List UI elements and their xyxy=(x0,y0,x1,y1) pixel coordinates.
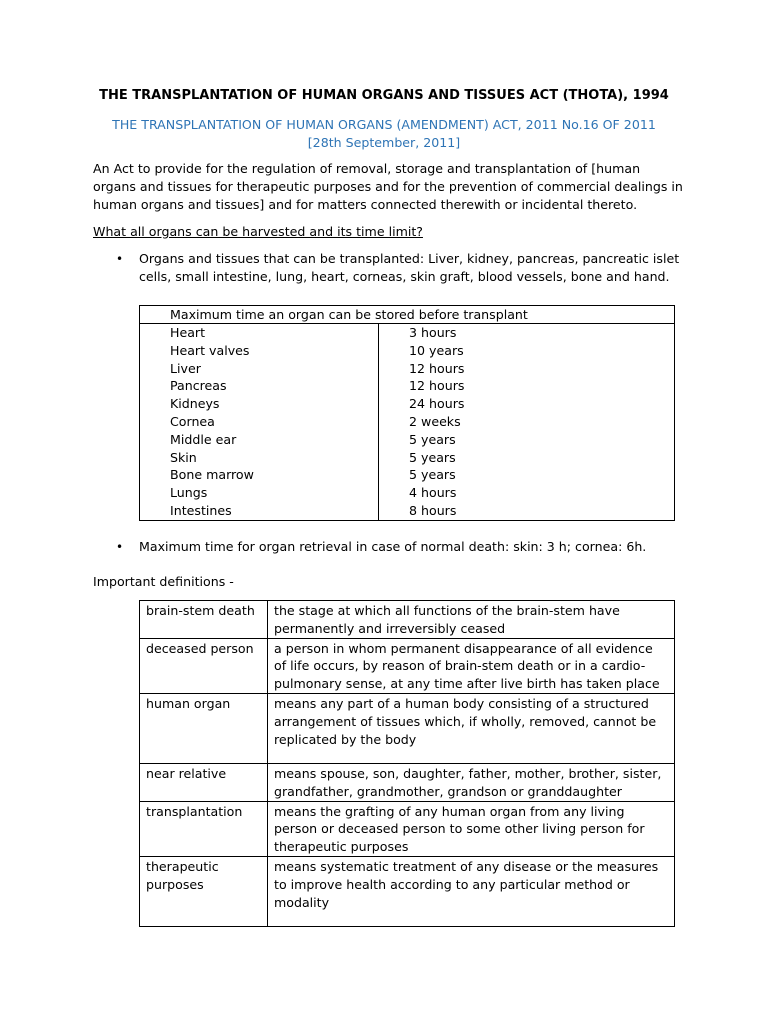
table-row xyxy=(140,801,675,856)
definition-term: therapeutic purposes xyxy=(140,856,268,926)
bullet-icon: • xyxy=(116,540,124,554)
storage-time: 5 years xyxy=(379,449,675,467)
storage-time: 24 hours xyxy=(379,395,675,413)
table-row xyxy=(140,431,675,449)
amendment-title: THE TRANSPLANTATION OF HUMAN ORGANS (AMENDMENT) ACT, 2011 No.16 OF 2011 xyxy=(112,117,656,132)
storage-time: 10 years xyxy=(379,342,675,360)
organ-name: Skin xyxy=(170,449,197,465)
definition-text: means any part of a human body consisting of a structured arrangement of tissues which, if wholly, removed, cannot be replicated by the body xyxy=(268,693,675,763)
storage-time: 8 hours xyxy=(379,502,675,520)
table-row xyxy=(140,449,675,467)
table-row xyxy=(140,360,675,378)
bullet-icon: • xyxy=(116,252,124,266)
organ-name: Heart xyxy=(170,325,206,340)
table-row xyxy=(140,763,675,801)
document-title: THE TRANSPLANTATION OF HUMAN ORGANS AND TISSUES ACT (THOTA), 1994 xyxy=(99,88,669,103)
definition-text: means spouse, son, daughter, father, mother, brother, sister, grandfather, grandmother, grandson or granddaughter xyxy=(268,763,675,801)
storage-table-header: Maximum time an organ can be stored before transplant xyxy=(140,306,675,324)
amendment-date: [28th September, 2011] xyxy=(307,135,461,150)
storage-time-table xyxy=(139,305,675,521)
organ-name: Bone marrow xyxy=(170,467,254,483)
definition-term: deceased person xyxy=(140,638,268,693)
definition-text: means the grafting of any human organ from any living person or deceased person to some other living person for therapeutic purposes xyxy=(268,801,675,856)
organs-question-heading: What all organs can be harvested and its time limit? xyxy=(93,224,423,239)
table-row xyxy=(140,377,675,395)
table-row xyxy=(140,638,675,693)
storage-time: 5 years xyxy=(379,431,675,449)
organ-name: Heart valves xyxy=(170,342,250,358)
storage-time: 12 hours xyxy=(379,360,675,378)
table-row xyxy=(140,502,675,520)
retrieval-time-bullet: Maximum time for organ retrieval in case of normal death: skin: 3 h; cornea: 6h. xyxy=(139,539,647,554)
definitions-heading: Important definitions - xyxy=(93,574,234,589)
storage-time: 2 weeks xyxy=(379,413,675,431)
definition-term: brain-stem death xyxy=(140,601,268,639)
organ-name: Intestines xyxy=(170,502,232,518)
storage-time: 4 hours xyxy=(379,484,675,502)
storage-table-header-row xyxy=(140,306,675,324)
table-row xyxy=(140,413,675,431)
organ-name: Middle ear xyxy=(170,431,237,447)
definition-text: means systematic treatment of any disease or the measures to improve health according to any particular method or modality xyxy=(268,856,675,926)
definition-term: human organ xyxy=(140,693,268,763)
organ-name: Kidneys xyxy=(170,396,220,412)
amendment-subtitle xyxy=(0,116,768,152)
organ-name: Cornea xyxy=(170,413,215,429)
table-row xyxy=(140,395,675,413)
table-row xyxy=(140,466,675,484)
definition-text: the stage at which all functions of the brain-stem have permanently and irreversibly ceased xyxy=(268,601,675,639)
transplantable-organs-bullet: Organs and tissues that can be transplanted: Liver, kidney, pancreas, pancreatic islet cells, small intestine, lung, heart, corneas, skin graft, blood vessels, bone and hand. xyxy=(139,251,680,284)
table-row xyxy=(140,856,675,926)
definition-term: transplantation xyxy=(140,801,268,856)
definition-text: a person in whom permanent disappearance of all evidence of life occurs, by reason of brain-stem death or in a cardio-pulmonary sense, at any time after live birth has taken place xyxy=(268,638,675,693)
table-row xyxy=(140,342,675,360)
definitions-table xyxy=(139,600,675,927)
table-row xyxy=(140,324,675,342)
organ-name: Lungs xyxy=(170,485,208,501)
table-row xyxy=(140,693,675,763)
table-row xyxy=(140,601,675,639)
organ-name: Pancreas xyxy=(170,378,227,394)
table-row xyxy=(140,484,675,502)
organ-name: Liver xyxy=(170,360,201,376)
storage-time: 5 years xyxy=(379,466,675,484)
definition-term: near relative xyxy=(140,763,268,801)
storage-time: 3 hours xyxy=(379,324,675,342)
storage-time: 12 hours xyxy=(379,377,675,395)
act-intro-paragraph: An Act to provide for the regulation of removal, storage and transplantation of [human organs and tissues for therapeutic purposes and for the prevention of commercial dealings in human organs and tissues] and for matters connected therewith or incidental thereto. xyxy=(93,161,683,212)
